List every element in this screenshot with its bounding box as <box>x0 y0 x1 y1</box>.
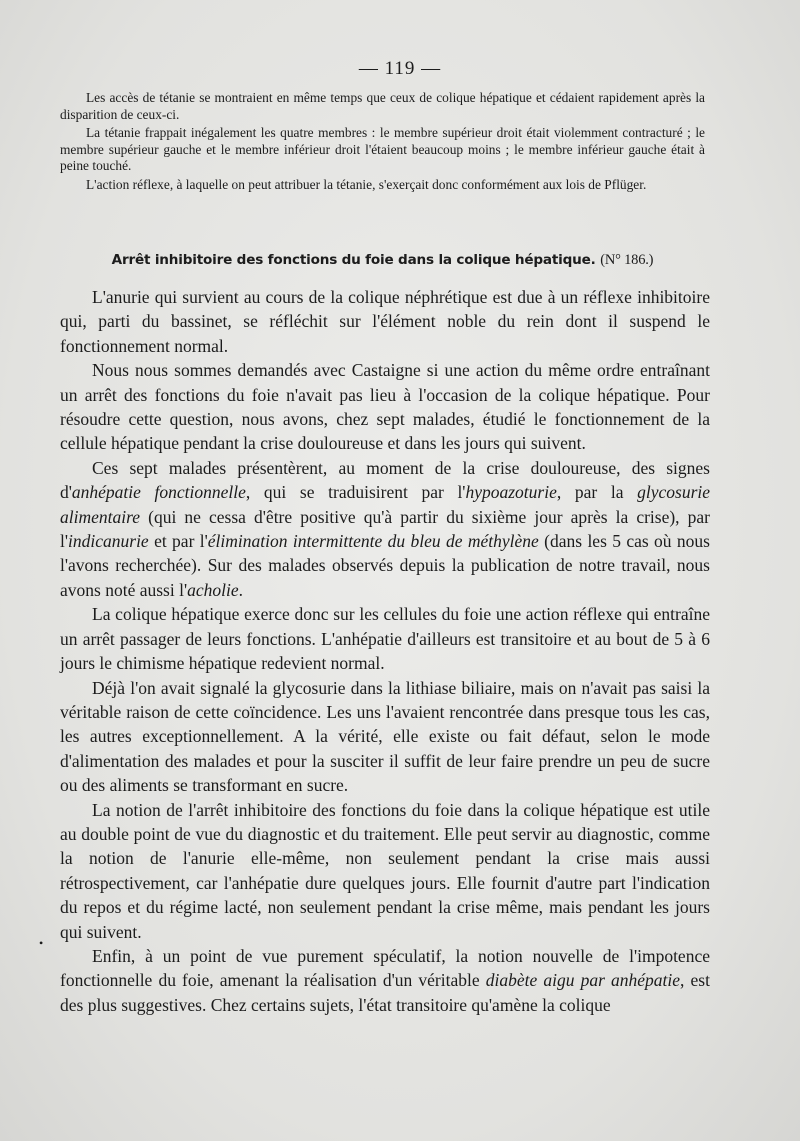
italic-term: indicanurie <box>68 531 149 552</box>
body-paragraph: Nous nous sommes demandés avec Castaigne si une action du même ordre entraînant un arrêt des fonctions du foie n'avait pas lieu à l'occasion de la colique hépatique. Pour résoudre cette question, nous avons, chez sept malades, étudié le fonctionnement de la cellule hépatique pendant la crise douloureuse et dans les jours qui suivent. <box>60 360 710 454</box>
body-paragraph: L'anurie qui survient au cours de la colique néphrétique est due à un réflexe inhibitoire qui, parti du bassinet, se réfléchit sur l'élément noble du rein dont il suspend le fonctionnement normal. <box>60 287 710 356</box>
intro-block <box>60 90 705 196</box>
italic-term: élimination intermittente du bleu de méthylène <box>207 531 539 552</box>
text-run: Ces sept malades présentèrent, au moment de la crise douloureuse, des signes d' <box>60 457 710 503</box>
page-number: — 119 — <box>358 58 442 79</box>
intro-paragraph: La tétanie frappait inégalement les quatre membres : le membre supérieur droit était violemment contracturé ; le membre supérieur gauche et le membre inférieur droit l'étaient beaucoup moins ; le membre inférieur gauche était à peine touché. <box>60 125 705 174</box>
italic-term: anhépatie fonctionnelle <box>71 482 246 503</box>
body-paragraph: La notion de l'arrêt inhibitoire des fonctions du foie dans la colique hépatique est utile au double point de vue du diagnostic et du traitement. Elle peut servir au diagnostic, comme la notion de l'anurie elle-même, non seulement pendant la crise mais aussi rétrospectivement, car l'anhépatie dure quelques jours. Elle fournit d'autre part l'indication du repos et du régime lacté, non seulement pendant la crise même, mais pendant les jours qui suivent. <box>60 799 710 942</box>
text-run: , par la <box>556 482 638 503</box>
section-reference: (N° 186.) <box>600 252 654 268</box>
body-paragraph: La colique hépatique exerce donc sur les cellules du foie une action réflexe qui entraîne un arrêt passager de leurs fonctions. L'anhépatie d'ailleurs est transitoire et au bout de 5 à 6 jours le chimisme hépatique redevient normal. <box>60 604 710 674</box>
text-run: , est des plus suggestives. Chez certains sujets, l'état transitoire qu'amène la colique <box>60 970 710 1015</box>
italic-term: glycosurie alimentaire <box>60 482 711 527</box>
main-text <box>60 285 710 1017</box>
text-run: . <box>238 579 243 600</box>
body-paragraph <box>60 944 710 1017</box>
section-title-text: Arrêt inhibitoire des fonctions du foie dans la colique hépatique. <box>111 252 596 268</box>
text-run: , qui se traduisirent par l' <box>245 482 466 503</box>
body-paragraph <box>60 456 710 602</box>
section-title <box>60 252 705 269</box>
text-run: et par l' <box>148 531 208 552</box>
italic-term: acholie <box>187 579 239 600</box>
intro-paragraph: Les accès de tétanie se montraient en même temps que ceux de colique hépatique et cédaient rapidement après la disparition de ceux-ci. <box>60 90 705 122</box>
margin-mark: • <box>39 936 44 950</box>
text-run: (dans les 5 cas où nous l'avons recherchée). Sur des malades observés depuis la publication de notre travail, nous avons noté aussi l' <box>60 531 710 600</box>
italic-term: hypoazoturie <box>465 482 557 503</box>
italic-term: diabète aigu par anhépatie <box>485 970 681 991</box>
intro-paragraph: L'action réflexe, à laquelle on peut attribuer la tétanie, s'exerçait donc conformément aux lois de Pflüger. <box>86 176 647 192</box>
text-run: Enfin, à un point de vue purement spéculatif, la notion nouvelle de l'impotence fonctionnelle du foie, amenant la réalisation d'un véritable <box>60 945 710 991</box>
body-paragraph: Déjà l'on avait signalé la glycosurie dans la lithiase biliaire, mais on n'avait pas saisi la véritable raison de cette coïncidence. Les uns l'avaient rencontrée dans presque tous les cas, les autres exceptionnellement. A la vérité, elle existe ou fait défaut, selon le mode d'alimentation des malades et pour la susciter il suffit de leur faire prendre un peu de sucre ou des aliments se transformant en sucre. <box>60 677 710 796</box>
text-run: (qui ne cessa d'être positive qu'à partir du sixième jour après la crise), par l' <box>60 506 710 552</box>
